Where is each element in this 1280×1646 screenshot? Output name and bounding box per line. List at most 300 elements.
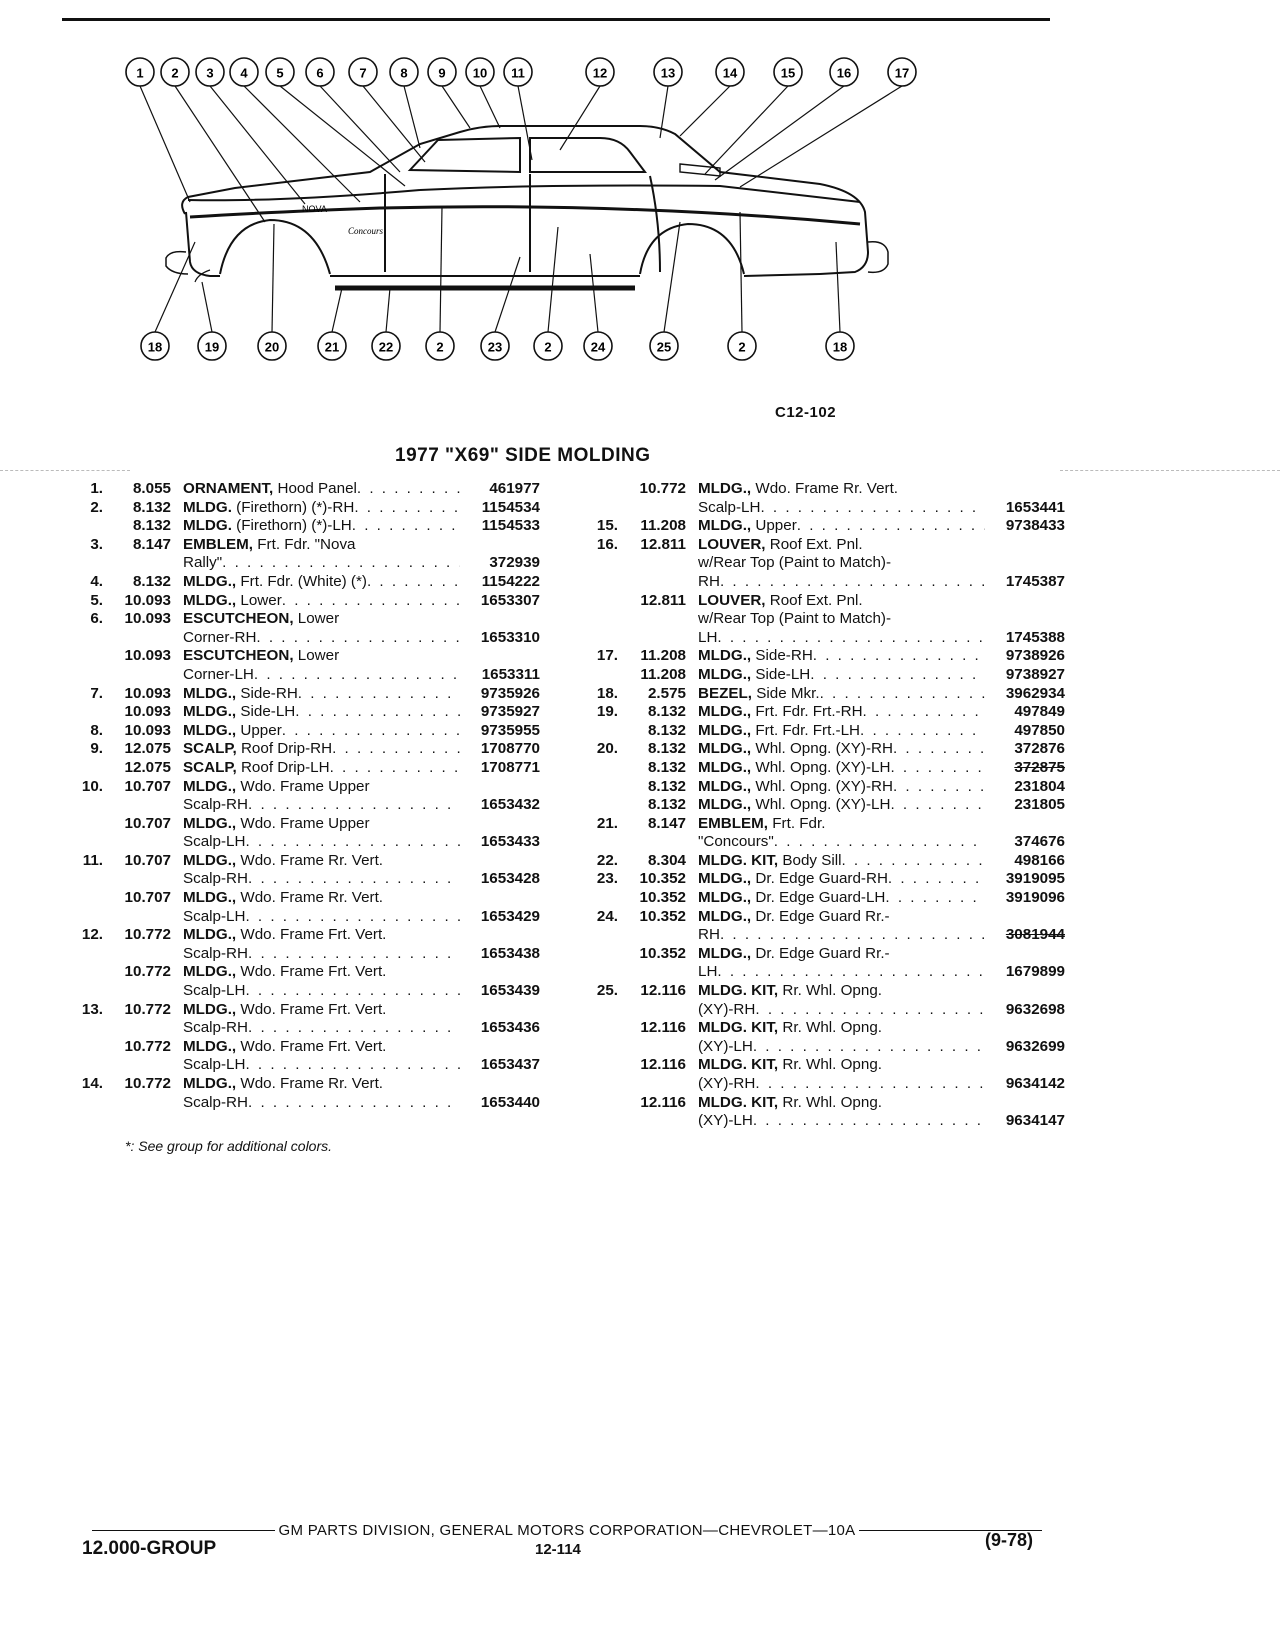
part-description: [183, 573, 540, 592]
part-detail: Whl. Opng. (XY)-RH: [755, 777, 893, 795]
item-number: 18.: [596, 684, 618, 702]
part-description: [698, 685, 1065, 704]
description-text: [183, 796, 248, 815]
part-description: [698, 592, 1065, 648]
leader-dots: [352, 517, 460, 536]
part-description: [183, 740, 540, 759]
item-number: 19.: [596, 703, 618, 721]
part-detail: Rr. Whl. Opng.: [782, 1019, 882, 1037]
leader-dots: [256, 629, 460, 648]
part-name: ESCUTCHEON,: [183, 610, 294, 628]
part-detail: Upper: [755, 517, 797, 535]
part-row: [585, 685, 1065, 704]
item-number: 25.: [596, 982, 618, 1000]
part-name: MLDG.,: [183, 572, 237, 590]
item-number: [585, 1094, 618, 1131]
part-description: [183, 1001, 540, 1038]
description-text: [698, 499, 760, 518]
callout-25: [650, 332, 678, 360]
part-description: [698, 703, 1065, 722]
callout-number: 6: [316, 65, 324, 81]
part-detail-cont: (XY)-LH: [698, 1112, 753, 1130]
part-name: ORNAMENT,: [183, 480, 274, 497]
description-text: [183, 926, 386, 943]
part-name: MLDG.,: [183, 1075, 237, 1092]
description-text: [698, 517, 797, 536]
group-code: 12.116: [640, 1056, 686, 1074]
leader-dots: [354, 499, 460, 518]
description-text: [183, 722, 282, 741]
part-detail-cont: Scalp-LH: [183, 907, 246, 925]
description-line: [698, 852, 1065, 871]
part-name: MLDG.,: [698, 758, 752, 776]
description-text: [698, 722, 860, 741]
group-code: 10.093: [124, 591, 171, 609]
leader-dots: [893, 740, 985, 759]
description-line: [183, 1001, 540, 1020]
description-text: [183, 1075, 383, 1092]
callout-18: [141, 332, 169, 360]
part-description: [183, 1075, 540, 1112]
callout-12: [586, 58, 614, 86]
item-number: 5.: [90, 591, 103, 609]
group-code: 8.132: [132, 517, 171, 535]
leader-dots: [282, 722, 460, 741]
description-text: [698, 926, 720, 945]
part-row: [585, 1094, 1065, 1131]
description-line: [698, 945, 1065, 964]
callout-13: [654, 58, 682, 86]
callout-23: [481, 332, 509, 360]
description-line: [698, 982, 1065, 1001]
description-line: [183, 908, 540, 927]
leader-dots: [357, 480, 460, 499]
part-number: 1679899: [1005, 963, 1065, 981]
description-line: [183, 499, 540, 518]
description-text: [183, 870, 248, 889]
part-detail: Lower: [240, 591, 282, 609]
group-code: 10.772: [124, 963, 171, 981]
description-text: [183, 610, 339, 627]
part-description: [698, 889, 1065, 908]
item-number: 21.: [596, 814, 618, 832]
part-detail: Roof Drip-LH: [240, 758, 330, 776]
description-line: [698, 740, 1065, 759]
callout-17: [888, 58, 916, 86]
part-row: [70, 926, 540, 963]
part-description: [183, 480, 540, 499]
description-text: [183, 592, 282, 611]
description-line: [183, 480, 540, 499]
description-line: [183, 889, 540, 908]
part-name: BEZEL,: [698, 684, 753, 702]
part-detail: Wdo. Frame Frt. Vert.: [240, 963, 387, 981]
side-stripe: [190, 207, 860, 224]
description-line: [183, 647, 540, 666]
page-number: 12-114: [535, 1541, 581, 1558]
description-text: [698, 1001, 755, 1020]
leader-line: [680, 86, 730, 136]
item-number: [70, 517, 103, 536]
part-description: [183, 889, 540, 926]
callout-10: [466, 58, 494, 86]
description-line: [183, 685, 540, 704]
part-detail: Dr. Edge Guard-RH: [755, 870, 888, 888]
description-text: [183, 499, 354, 518]
description-text: [183, 740, 332, 759]
group-code: 10.772: [639, 480, 686, 497]
description-text: [183, 833, 245, 852]
part-name: MLDG.,: [183, 926, 237, 944]
part-name: MLDG.,: [183, 889, 237, 907]
description-line: [183, 592, 540, 611]
description-line: [698, 870, 1065, 889]
leader-lines: [140, 86, 902, 332]
description-line: [183, 759, 540, 778]
group-code: 8.132: [647, 740, 686, 758]
group-code: 10.352: [639, 889, 686, 907]
group-code: 12.811: [640, 591, 686, 609]
description-text: [183, 1001, 386, 1018]
part-number: 1653429: [480, 907, 540, 925]
scan-artifact-right: [1060, 470, 1280, 472]
part-detail: Frt. Fdr. Frt.-LH: [755, 721, 861, 739]
part-number: 9632699: [1005, 1037, 1065, 1055]
part-detail-cont: Scalp-RH: [183, 1093, 248, 1111]
group-code: 8.132: [647, 703, 686, 721]
part-row: [70, 610, 540, 647]
part-name: MLDG.,: [698, 796, 752, 814]
part-detail-cont: RH: [698, 926, 720, 944]
part-description: [698, 1094, 1065, 1131]
part-number: 9738926: [1005, 647, 1065, 665]
leader-dots: [295, 703, 460, 722]
part-description: [698, 796, 1065, 815]
description-text: [698, 573, 720, 592]
part-detail-cont: (XY)-LH: [698, 1037, 753, 1055]
description-line: [183, 1094, 540, 1113]
leader-dots: [760, 499, 985, 518]
leader-dots: [890, 759, 985, 778]
part-detail: Hood Panel: [277, 480, 357, 497]
part-detail: Frt. Fdr. "Nova: [257, 535, 356, 553]
description-text: [698, 1094, 882, 1111]
part-row: [585, 852, 1065, 871]
leader-line: [740, 86, 902, 187]
description-line: [183, 536, 540, 555]
description-line: [698, 833, 1065, 852]
item-number: 16.: [596, 535, 618, 553]
description-line: [698, 629, 1065, 648]
leader-line: [332, 288, 342, 332]
part-name: MLDG. KIT,: [698, 1019, 779, 1037]
description-line: [698, 499, 1065, 518]
part-row: [585, 1056, 1065, 1093]
callout-number: 23: [487, 339, 503, 355]
description-line: [698, 778, 1065, 797]
part-row: [585, 889, 1065, 908]
description-line: [698, 796, 1065, 815]
part-row: [585, 666, 1065, 685]
item-number: 14.: [81, 1075, 103, 1092]
group-code: 10.093: [124, 610, 171, 628]
group-code: 2.575: [647, 684, 686, 702]
leader-dots: [753, 1038, 985, 1057]
item-number: [70, 815, 103, 852]
part-name: MLDG.,: [698, 665, 752, 683]
group-code: 11.208: [640, 647, 686, 665]
leader-line: [272, 224, 274, 332]
group-code: 8.055: [132, 480, 171, 497]
part-row: [70, 963, 540, 1000]
item-number: [585, 722, 618, 741]
part-row: [70, 889, 540, 926]
part-name: MLDG.,: [698, 721, 752, 739]
group-code: 12.075: [124, 740, 171, 758]
description-text: [698, 833, 774, 852]
item-number: 11.: [82, 851, 103, 869]
description-line: [698, 610, 1065, 629]
group-code: 8.147: [132, 535, 171, 553]
callout-24: [584, 332, 612, 360]
callout-number: 13: [660, 65, 676, 81]
part-row: [70, 778, 540, 815]
part-detail: Wdo. Frame Upper: [240, 814, 370, 832]
description-text: [183, 573, 367, 592]
part-detail: Whl. Opng. (XY)-LH: [755, 796, 891, 814]
part-number: 1154533: [481, 517, 540, 535]
part-row: [70, 1075, 540, 1112]
callout-number: 1: [136, 65, 144, 81]
part-description: [698, 536, 1065, 592]
part-row: [70, 517, 540, 536]
description-line: [183, 740, 540, 759]
description-line: [183, 982, 540, 1001]
part-number: 1745388: [1005, 628, 1065, 646]
part-row: [70, 499, 540, 518]
leader-line: [715, 86, 844, 180]
part-row: [70, 1001, 540, 1038]
group-code: 12.811: [640, 535, 686, 553]
leader-line: [155, 242, 195, 332]
group-code: 8.147: [647, 814, 686, 832]
item-number: 15.: [596, 517, 618, 535]
description-text: [183, 852, 383, 869]
description-text: [698, 982, 882, 999]
footer-rule-left: [92, 1530, 275, 1531]
description-text: [698, 610, 891, 627]
part-number: 1653436: [480, 1019, 540, 1037]
callout-number: 25: [656, 339, 672, 355]
item-number: 23.: [596, 870, 618, 888]
part-row: [70, 852, 540, 889]
part-detail: Lower: [297, 647, 340, 665]
group-code: 10.352: [639, 944, 686, 962]
description-text: [183, 703, 295, 722]
description-line: [698, 517, 1065, 536]
part-name: EMBLEM,: [183, 535, 254, 553]
group-code: 10.707: [124, 777, 171, 795]
part-name: SCALP,: [183, 758, 237, 776]
part-number: 3919096: [1005, 889, 1065, 907]
description-line: [183, 870, 540, 889]
part-number: 9735926: [480, 684, 540, 702]
description-line: [698, 647, 1065, 666]
description-text: [698, 1112, 753, 1131]
callout-2: [534, 332, 562, 360]
footer-line: [92, 1522, 1042, 1539]
part-name: ESCUTCHEON,: [183, 647, 294, 665]
description-line: [698, 889, 1065, 908]
parts-list-left: [70, 480, 540, 1112]
part-detail: Side-LH: [240, 703, 296, 721]
part-name: MLDG. KIT,: [698, 982, 779, 1000]
description-line: [183, 963, 540, 982]
callout-8: [390, 58, 418, 86]
part-row: [585, 536, 1065, 592]
part-description: [183, 1038, 540, 1075]
description-text: [698, 945, 890, 962]
callout-2: [728, 332, 756, 360]
item-number: 17.: [596, 647, 618, 665]
part-number: 1653441: [1005, 498, 1065, 516]
part-row: [585, 982, 1065, 1019]
description-text: [698, 703, 863, 722]
part-number: 9738433: [1005, 517, 1065, 535]
part-number: 497850: [1014, 721, 1065, 739]
part-detail: Roof Ext. Pnl.: [769, 535, 863, 553]
part-number: 1653433: [480, 833, 540, 851]
description-line: [183, 852, 540, 871]
item-number: 2.: [90, 498, 103, 516]
callout-number: 24: [590, 339, 606, 355]
part-description: [698, 480, 1065, 517]
item-number: 12.: [81, 926, 103, 944]
part-description: [183, 592, 540, 611]
leader-line: [280, 86, 405, 186]
leader-dots: [332, 740, 460, 759]
part-description: [698, 1019, 1065, 1056]
part-name: MLDG.,: [698, 889, 752, 907]
leader-dots: [248, 1094, 460, 1113]
part-number: 497849: [1014, 703, 1065, 721]
item-number: [585, 759, 618, 778]
description-text: [183, 685, 298, 704]
description-line: [698, 480, 1065, 499]
part-detail-cont: LH: [698, 963, 718, 981]
part-detail: Rr. Whl. Opng.: [782, 982, 882, 1000]
leader-line: [363, 86, 425, 162]
part-detail: Wdo. Frame Rr. Vert.: [240, 851, 384, 869]
part-row: [585, 1019, 1065, 1056]
description-line: [183, 1038, 540, 1057]
part-row: [585, 945, 1065, 982]
part-detail: Frt. Fdr. (White) (*): [240, 572, 367, 590]
part-detail: Dr. Edge Guard Rr.-: [755, 907, 890, 925]
description-line: [183, 554, 540, 573]
part-row: [70, 722, 540, 741]
description-text: [698, 815, 825, 832]
part-row: [70, 815, 540, 852]
part-detail: Frt. Fdr. Frt.-RH: [755, 703, 863, 721]
description-line: [183, 1075, 540, 1094]
part-name: MLDG. KIT,: [698, 851, 779, 869]
part-detail: Frt. Fdr.: [772, 814, 826, 832]
callout-9: [428, 58, 456, 86]
part-name: MLDG.,: [698, 777, 752, 795]
part-description: [183, 610, 540, 647]
part-description: [183, 685, 540, 704]
part-number: 9735955: [480, 721, 540, 739]
item-number: [70, 647, 103, 684]
callout-number: 2: [171, 65, 179, 81]
leader-dots: [720, 573, 985, 592]
part-row: [70, 703, 540, 722]
part-description: [698, 517, 1065, 536]
part-detail: Side-RH: [755, 647, 813, 665]
callout-number: 8: [400, 65, 408, 81]
part-detail: Wdo. Frame Frt. Vert.: [240, 926, 387, 944]
part-detail-cont: (XY)-RH: [698, 1075, 756, 1092]
part-detail: Upper: [240, 721, 282, 739]
leader-line: [495, 257, 520, 332]
part-detail: Whl. Opng. (XY)-LH: [755, 758, 891, 776]
description-line: [698, 1056, 1065, 1075]
description-text: [698, 1038, 753, 1057]
part-description: [698, 1056, 1065, 1093]
part-row: [585, 796, 1065, 815]
part-name: MLDG.,: [698, 480, 752, 497]
callout-22: [372, 332, 400, 360]
footer-text: GM PARTS DIVISION, GENERAL MOTORS CORPORATION—CHEVROLET—10A: [278, 1522, 856, 1539]
description-line: [698, 926, 1065, 945]
item-number: 3.: [90, 535, 103, 553]
leader-dots: [248, 1019, 460, 1038]
part-name: MLDG.,: [183, 684, 237, 702]
group-code: 8.132: [647, 758, 686, 776]
leader-dots: [893, 778, 985, 797]
part-number: 3919095: [1005, 870, 1065, 888]
part-detail: Rr. Whl. Opng.: [782, 1056, 882, 1074]
description-text: [183, 629, 256, 648]
item-number: [585, 592, 618, 648]
part-detail: Dr. Edge Guard-LH: [755, 889, 886, 907]
part-number: 1154222: [481, 572, 540, 590]
callout-number: 2: [544, 339, 552, 355]
part-row: [585, 759, 1065, 778]
leader-dots: [820, 685, 985, 704]
part-detail: Wdo. Frame Upper: [240, 777, 370, 795]
description-text: [698, 536, 863, 553]
description-text: [183, 908, 245, 927]
part-detail-cont: w/Rear Top (Paint to Match)-: [698, 610, 892, 628]
leader-dots: [222, 554, 460, 573]
callout-7: [349, 58, 377, 86]
part-name: MLDG.,: [698, 870, 752, 888]
group-code: 10.772: [124, 1075, 171, 1092]
part-detail: Wdo. Frame Frt. Vert.: [240, 1037, 387, 1055]
part-detail: Dr. Edge Guard Rr.-: [755, 944, 890, 962]
leader-dots: [863, 703, 985, 722]
part-name: MLDG.,: [698, 944, 752, 962]
callout-4: [230, 58, 258, 86]
description-line: [183, 629, 540, 648]
part-description: [183, 536, 540, 573]
part-number: 231805: [1014, 796, 1065, 814]
group-code: 8.132: [132, 572, 171, 590]
description-text: [183, 945, 248, 964]
part-description: [698, 759, 1065, 778]
